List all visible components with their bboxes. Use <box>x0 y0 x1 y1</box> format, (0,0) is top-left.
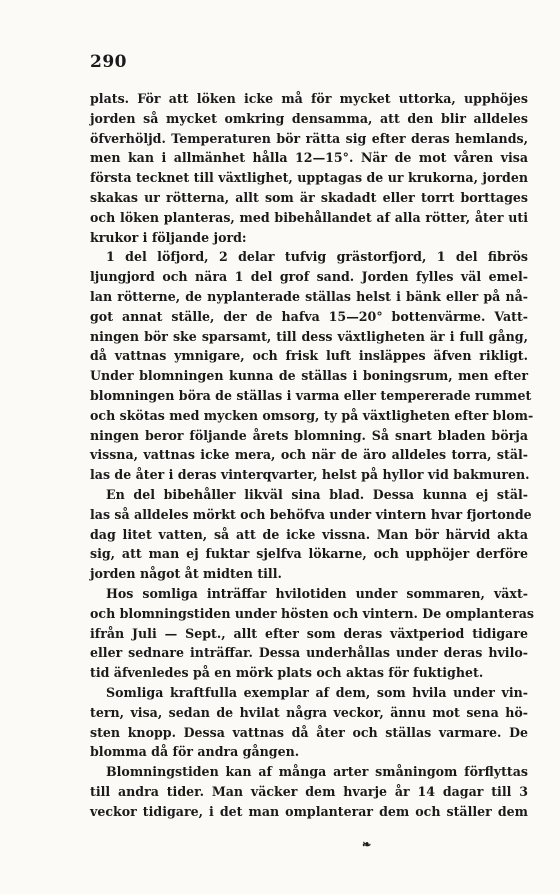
text-line: plats. För att löken icke må för mycket uttorka, upphöjes <box>90 91 528 106</box>
text-line: Blomningstiden kan af många arter småningom förflyttas <box>106 764 528 780</box>
text-line: då vattnas ymnigare, och frisk luft insläppes äfven rikligt. <box>90 348 528 364</box>
text-line: och skötas med mycken omsorg, ty på växtligheten efter blom- <box>90 407 534 423</box>
text-line: tid äfvenledes på en mörk plats och aktas för fuktighet. <box>90 665 484 681</box>
text-line: men kan i allmänhet hålla 12—15°. När de mot våren visa <box>90 150 528 166</box>
text-line: Somliga kraftfulla exemplar af dem, som hvila under vin- <box>106 685 528 700</box>
page-number: 290 <box>90 52 127 72</box>
text-line: las så alldeles mörkt och behöfva under vintern hvar fjortonde <box>90 506 532 522</box>
printer-ornament: ❧ <box>362 838 372 851</box>
text-line: ningen beror följande årets blomning. Så snart bladen börja <box>90 427 528 443</box>
text-line: ningen bör ske sparsamt, till dess växtligheten är i full gång, <box>90 328 528 344</box>
text-line: ifrån Juli — Sept., allt efter som deras växtperiod tidigare <box>90 625 528 641</box>
text-line: vissna, vattnas icke mera, och när de äro alldeles torra, stäl- <box>90 447 528 463</box>
text-line: veckor tidigare, i det man omplanterar dem och ställer dem <box>90 803 528 819</box>
text-line: jorden något åt midten till. <box>90 566 282 582</box>
text-line: krukor i följande jord: <box>90 229 247 245</box>
text-line: första tecknet till växtlighet, upptagas de ur krukorna, jorden <box>90 170 528 186</box>
text-line: blomningen böra de ställas i varma eller tempererade rummet <box>90 388 532 403</box>
text-line: got annat ställe, der de hafva 15—20° bottenvärme. Vatt- <box>90 308 528 324</box>
text-line: skakas ur rötterna, allt som är skadadt eller torrt borttages <box>90 190 528 205</box>
text-line: ljungjord och nära 1 del grof sand. Jorden fylles väl emel- <box>90 269 528 285</box>
text-line: blomma då för andra gången. <box>90 744 300 760</box>
text-line: Under blomningen kunna de ställas i boningsrum, men efter <box>90 368 528 384</box>
text-line: dag litet vatten, så att de icke vissna. Man bör härvid akta <box>90 526 528 542</box>
text-line: 1 del löfjord, 2 delar tufvig grästorfjord, 1 del fibrös <box>106 249 528 265</box>
text-line: Hos somliga inträffar hvilotiden under sommaren, växt- <box>106 586 528 601</box>
text-line: eller sednare inträffar. Dessa underhållas under deras hvilo- <box>90 645 528 661</box>
text-line: jorden så mycket omkring densamma, att den blir alldeles <box>90 110 528 126</box>
text-line: sig, att man ej fuktar sjelfva lökarne, och upphöjer derföre <box>90 546 528 562</box>
text-line: till andra tider. Man väcker dem hvarje år 14 dagar till 3 <box>90 784 528 799</box>
text-line: öfverhöljd. Temperaturen bör rätta sig efter deras hemlands, <box>90 130 528 146</box>
text-line: lan rötterne, de nyplanterade ställas helst i bänk eller på nå- <box>90 289 528 304</box>
text-line: och löken planteras, med bibehållandet af alla rötter, åter uti <box>90 209 528 225</box>
text-line: sten knopp. Dessa vattnas då åter och ställas varmare. De <box>90 724 528 740</box>
text-line: tern, visa, sedan de hvilat några veckor, ännu mot sena hö- <box>90 704 528 720</box>
text-line: och blomningstiden under hösten och vintern. De omplanteras <box>90 605 534 621</box>
text-line: En del bibehåller likväl sina blad. Dessa kunna ej stäl- <box>106 487 528 502</box>
text-line: las de åter i deras vinterqvarter, helst på hyllor vid bakmuren. <box>90 467 530 483</box>
